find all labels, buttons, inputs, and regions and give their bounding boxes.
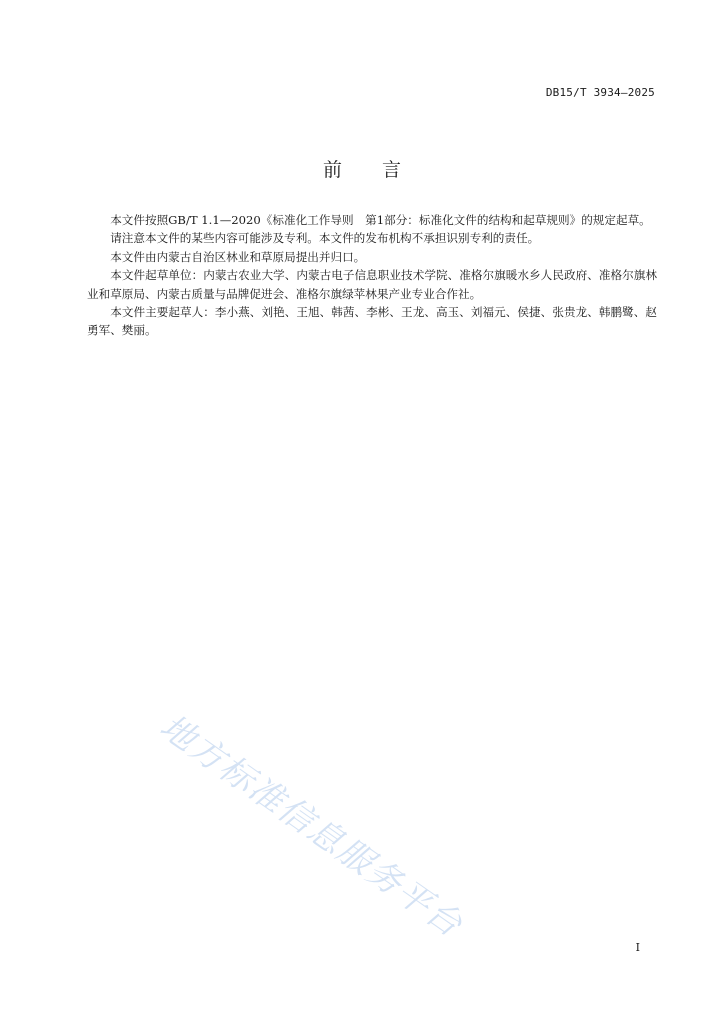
document-code: DB15/T 3934—2025 xyxy=(545,86,655,99)
paragraph-drafters: 本文件主要起草人：李小燕、刘艳、王旭、韩茜、李彬、王龙、高玉、刘福元、侯捷、张贵龙、韩鹏鹭、赵勇军、樊丽。 xyxy=(87,305,657,338)
page-number: I xyxy=(635,941,640,954)
paragraph-drafting-units: 本文件起草单位：内蒙古农业大学、内蒙古电子信息职业技术学院、准格尔旗暖水乡人民政府、准格尔旗林业和草原局、内蒙古质量与品牌促进会、准格尔旗绿苹林果产业专业合作社。 xyxy=(87,268,657,301)
title-char-2: 言 xyxy=(382,159,402,181)
paragraph-proposer: 本文件由内蒙古自治区林业和草原局提出并归口。 xyxy=(110,249,366,264)
paragraph-patent-notice: 请注意本文件的某些内容可能涉及专利。本文件的发布机构不承担识别专利的责任。 xyxy=(110,231,540,246)
foreword-body xyxy=(87,211,657,340)
page-title xyxy=(0,155,724,182)
paragraph-drafting-basis: 本文件按照GB/T 1.1—2020《标准化工作导则 第1部分：标准化文件的结构和起草规则》的规定起草。 xyxy=(110,213,651,227)
title-char-1: 前 xyxy=(322,159,342,181)
watermark: 地方标准信息服务平台 xyxy=(152,706,471,946)
